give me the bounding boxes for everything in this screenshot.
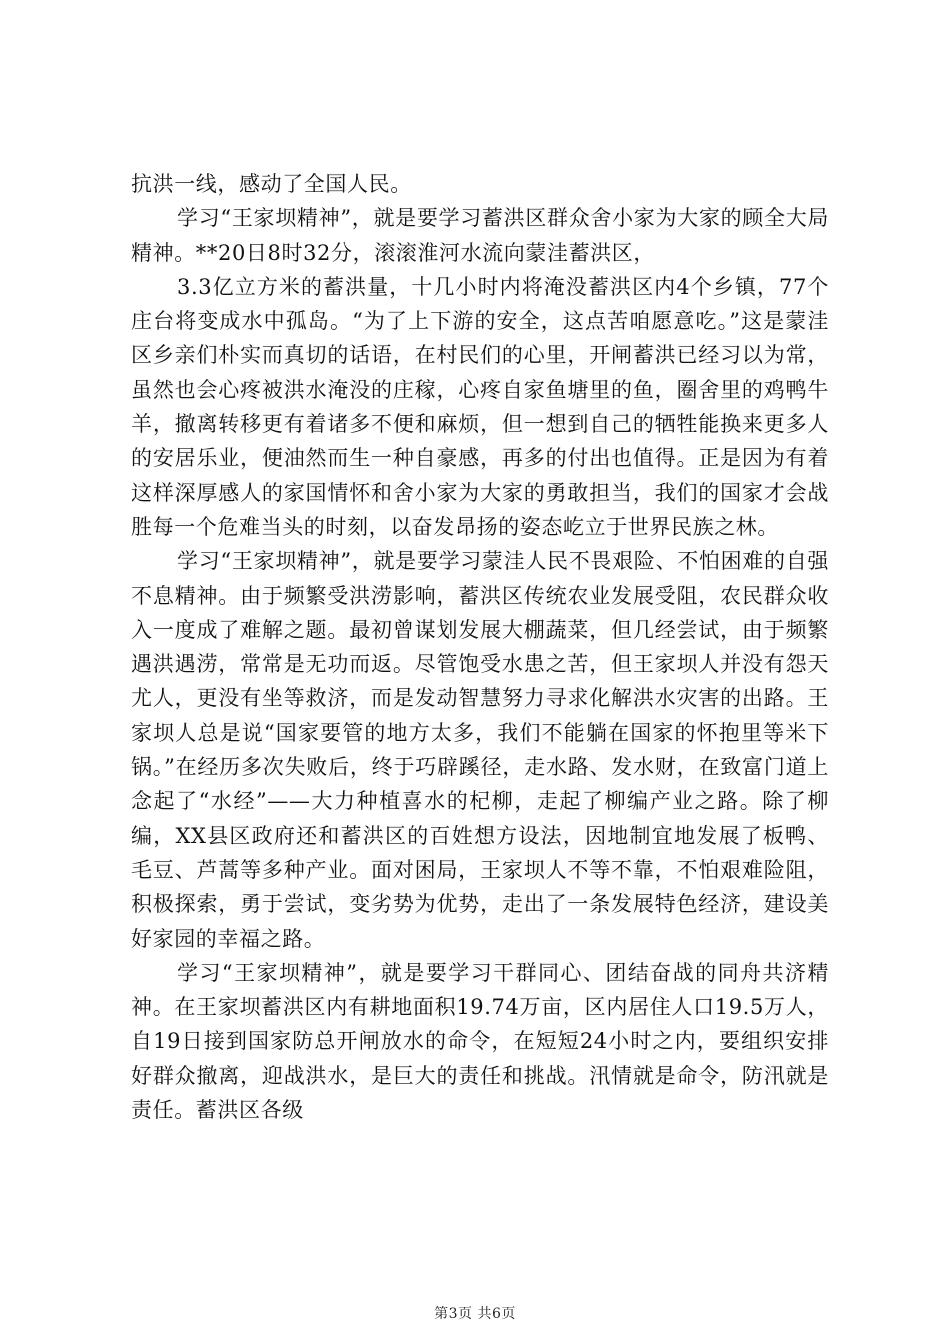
paragraph-3: 3.3亿立方米的蓄洪量，十几小时内将淹没蓄洪区内4个乡镇，77个庄台将变成水中孤岛。“为了上下游的安全，这点苦咱愿意吃。”这是蒙洼区乡亲们朴实而真切的话语，在村民们的心里，开闸蓄洪已经习以为常，虽然也会心疼被洪水淹没的庄稼，心疼自家鱼塘里的鱼，圈舍里的鸡鸭牛羊，撤离转移更有着诸多不便和麻烦，但一想到自己的牺牲能换来更多人的安居乐业，便油然而生一种自豪感，再多的付出也值得。正是因为有着这样深厚感人的家国情怀和舍小家为大家的勇敢担当，我们的国家才会战胜每一个危难当头的时刻，以奋发昂扬的姿态屹立于世界民族之林。 — [131, 274, 829, 539]
page-number-footer: 第3页 共6页 — [434, 1306, 516, 1322]
paragraph-1: 抗洪一线，感动了全国人民。 — [131, 172, 412, 196]
paragraph-4: 学习“王家坝精神”，就是要学习蒙洼人民不畏艰险、不怕困难的自强不息精神。由于频繁受洪涝影响，蓄洪区传统农业发展受阻，农民群众收入一度成了难解之题。最初曾谋划发展大棚蔬菜，但几经尝试，由于频繁遇洪遇涝，常常是无功而返。尽管饱受水患之苦，但王家坝人并没有怨天尤人，更没有坐等救济，而是发动智慧努力寻求化解洪水灾害的出路。王家坝人总是说“国家要管的地方太多，我们不能躺在国家的怀抱里等米下锅。”在经历多次失败后，终于巧辟蹊径，走水路、发水财，在致富门道上念起了“水经”——大力种植喜水的杞柳，走起了柳编产业之路。除了柳编，XX县区政府还和蓄洪区的百姓想方设法，因地制宜地发展了板鸭、毛豆、芦蒿等多种产业。面对困局，王家坝人不等不靠，不怕艰难险阻，积极探索，勇于尝试，变劣势为优势，走出了一条发展特色经济，建设美好家园的幸福之路。 — [131, 549, 829, 951]
paragraph-2: 学习“王家坝精神”，就是要学习蓄洪区群众舍小家为大家的顾全大局精神。**20日8时32分，滚滚淮河水流向蒙洼蓄洪区， — [131, 206, 829, 265]
paragraph-5: 学习“王家坝精神”，就是要学习干群同心、团结奋战的同舟共济精神。在王家坝蓄洪区内有耕地面积19.74万亩，区内居住人口19.5万人，自19日接到国家防总开闸放水的命令，在短短24小时之内，要组织安排好群众撤离，迎战洪水，是巨大的责任和挑战。汛情就是命令，防汛就是责任。蓄洪区各级 — [131, 960, 829, 1123]
document-body — [131, 167, 829, 1127]
